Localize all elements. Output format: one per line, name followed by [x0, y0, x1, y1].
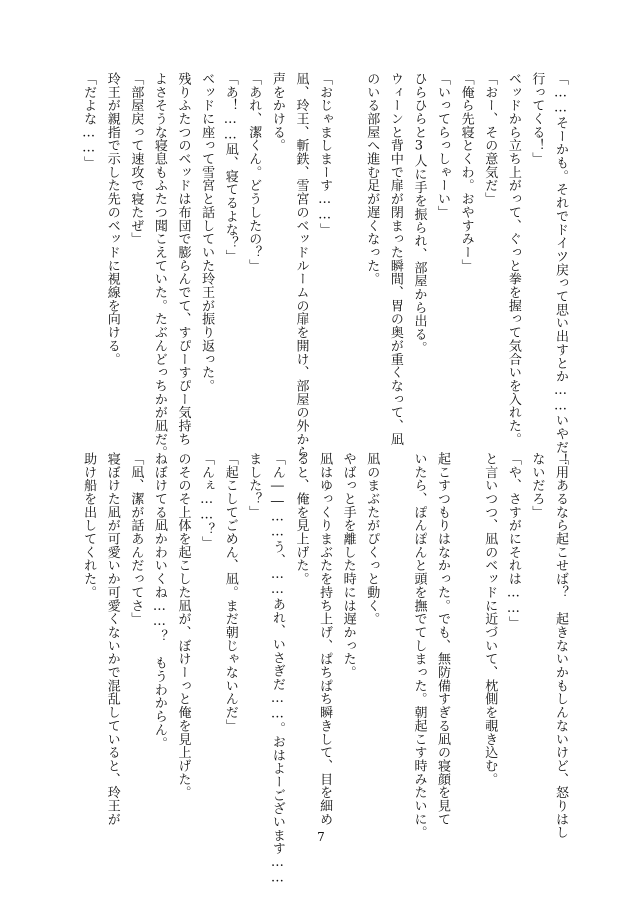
text-line: 「だよな……」	[81, 72, 97, 170]
text-line: ベッドから立ち上がって、ぐっと拳を握って気合いを入れた。	[505, 72, 521, 446]
text-line: 「ん――……う、……あれ、いさぎだ……。おはよーございます……	[269, 452, 285, 886]
text-line: ベッドに座って雪宮と話していた玲王が振り返った。	[199, 72, 215, 393]
lower-text-block	[62, 452, 572, 886]
text-line: 起こすつもりはなかった。でも、無防備すぎる凪の寝顔を見て	[435, 452, 451, 826]
text-line: ウィーンと背中で扉が閉まった瞬間、胃の奥が重くなって、凪	[387, 72, 403, 446]
text-line: 「用あるなら起こせば？ 起きないかもしんないけど、怒りはし	[553, 452, 568, 840]
text-line: 玲王が親指で示した先のベッドに視線を向ける。	[104, 72, 120, 366]
text-line: 残りふたつのベッドは布団で膨らんでて、すぴーすぴー気持ち	[175, 72, 191, 446]
text-line: ないだろ」	[529, 452, 545, 519]
text-line	[454, 452, 478, 802]
text-line: 「おじゃましまーす……」	[317, 72, 333, 237]
text-line: と言いつつ、凪のベッドに近づいて、枕側を覗き込む。	[482, 452, 498, 786]
text-line	[383, 452, 407, 802]
text-line: ると、俺を見上げた。	[293, 452, 309, 586]
text-line: 「あれ、潔くん。どうしたの？」	[246, 72, 262, 273]
text-line: やばっと手を離した時には遅かった。	[340, 452, 356, 679]
text-line: 「部屋戻って速攻で寝たぜ」	[128, 72, 144, 246]
upper-text-block	[62, 72, 572, 468]
text-line: 凪、玲王、斬鉄、雪宮のベッドルームの扉を開け、部屋の外から	[293, 72, 309, 460]
text-line: 凪のまぶたがぴくっと動く。	[364, 452, 380, 626]
text-line: 助け船を出してくれた。	[81, 452, 97, 599]
text-line: 「凪、潔が話あんだってさ」	[128, 452, 144, 626]
text-line: 凪はゆっくりまぶたを持ち上げ、ぱちぱち瞬きして、目を細め	[317, 452, 333, 826]
text-line: 行ってくる！」	[529, 72, 545, 166]
text-line: 「俺ら先寝とくわ。おやすみー」	[458, 72, 474, 273]
text-line: 「や、さすがにそれは……」	[505, 452, 521, 630]
text-line: 「……そーかも。それでドイツ戻って思い出すとか……いやだ！	[553, 72, 568, 468]
text-line: ねぼけてる凪かわいくね……？ もうわからん。	[151, 452, 167, 750]
text-line: 「んぇ……？」	[199, 452, 215, 550]
text-line: 「おー、その意気だ」	[482, 72, 498, 206]
text-line: いたら、ぽんぽんと頭を撫でてしまった。朝起こす時みたいに。	[411, 452, 427, 840]
text-line	[336, 72, 360, 412]
text-line: のいる部屋へ進む足が遅くなった。	[364, 72, 380, 286]
text-line: 声をかける。	[269, 72, 285, 153]
text-line: 「いってらっしゃーい」	[435, 72, 451, 219]
text-line: のそのそ上体を起こした凪が、ぼけーっと俺を見上げた。	[175, 452, 191, 800]
text-line: 「あ！……凪、寝てるよな？」	[222, 72, 238, 263]
text-line: ひらひらと3人に手を振られ、部屋から出る。	[411, 72, 427, 355]
text-line: ました？」	[246, 452, 262, 519]
text-line: 寝ぼけた凪が可愛いか可愛くないかで混乱していると、玲王が	[104, 452, 120, 826]
page-number: 7	[317, 830, 325, 844]
text-line: 「起こしてごめん、凪。まだ朝じゃないんだ」	[222, 452, 238, 733]
text-line: よさそうな寝息もふたつ聞こえていた。たぶんどっちかが凪だ。	[151, 72, 167, 460]
